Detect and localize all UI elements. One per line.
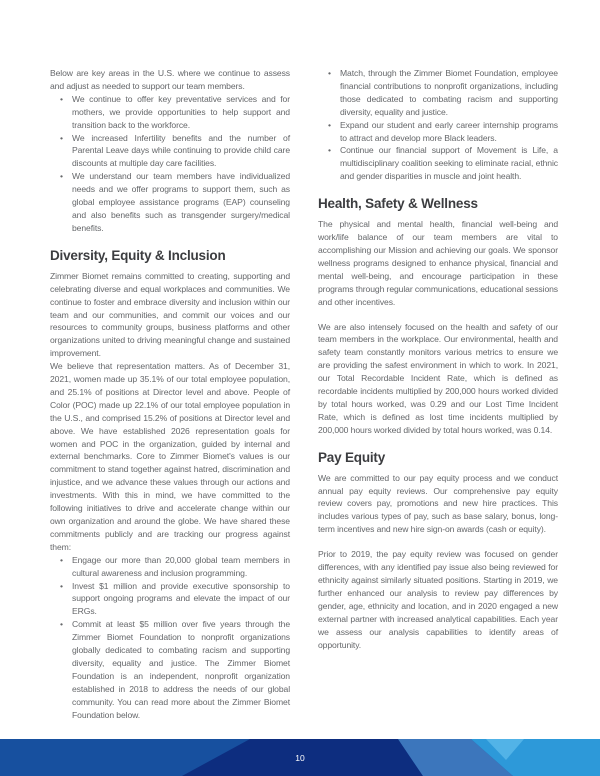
bullet-text: Invest $1 million and provide executive sponsorship to support ongoing programs and elevate the impact of our ERGs. (72, 580, 290, 617)
dei-bullet-list-continued (318, 67, 558, 183)
bullet-item (50, 580, 290, 619)
bullet-item (50, 93, 290, 132)
right-column (318, 67, 558, 722)
bullet-item (50, 170, 290, 235)
benefits-bullet-list (50, 93, 290, 235)
page-content (50, 67, 558, 722)
bullet-text: We understand our team members have individualized needs and we offer programs to support them, such as global employee assistance programs (EAP) counseling and also benefits such as transgender surgery/medical benefits. (72, 171, 290, 233)
pay-equity-heading: Pay Equity (318, 449, 386, 465)
dei-paragraph-1: Zimmer Biomet remains committed to creating, supporting and celebrating diverse and equal workplaces and communities. We continue to foster and embrace diversity and inclusion within our team and our communities, and commit our voices and our resources to community groups, business platforms and other organizations united to driving meaningful change and sustained improvement. (50, 270, 290, 359)
hsw-paragraph-1: The physical and mental health, financial well-being and work/life balance of our team members are vital to accomplishing our Mission and achieving our goals. We sponsor wellness programs designed to enhance physical, financial and mental well-being, and encourage participation in these programs through regular communications, educational sessions and other incentives. (318, 219, 558, 307)
bullet-item (50, 554, 290, 580)
hsw-paragraph-2: We are also intensely focused on the health and safety of our team members in the workplace. Our environmental, health and safety team constantly monitors various metrics to ensure we are providing the safest environment in which to work. In 2021, our Total Recordable Incident Rate, which is defined as recordable incidents multiplied by 200,000 hours worked divided by total hours worked, was 0.29 and our Lost Time Incident Rate, which is defined as lost time incidents multiplied by 200,000 hours worked divided by total hours worked, was 0.14. (318, 321, 558, 435)
pay-paragraph-2: Prior to 2019, the pay equity review was focused on gender differences, with any identified pay issue also being reviewed for ethnicity against similarly situated positions. Starting in 2019, we further enhanced our analysis to review pay differences by gender, age, ethnicity and location, and in 2020 engaged a new external partner with increased analytical capabilities. Each year we assess our analysis capabilities to identify areas of opportunity. (318, 549, 558, 650)
intro-paragraph: Below are key areas in the U.S. where we continue to assess and adjust as needed to support our team members. (50, 68, 290, 91)
left-column (50, 67, 290, 722)
bullet-item (50, 132, 290, 171)
bullet-item (318, 144, 558, 183)
bullet-text: We increased Infertility benefits and the number of Parental Leave days while continuing to provide child care discounts at multiple day care facilities. (72, 132, 290, 169)
dei-paragraph-2: We believe that representation matters. As of December 31, 2021, women made up 35.1% of our total employee population, and 25.1% of positions at Director level and above. People of Color (POC) made up 22.1% of our total employee population in the U.S., and comprised 15.2% of positions at Director level and above. We have established 2026 representation goals for women and POC in the organization, guided by internal and external benchmarks. Core to Zimmer Biomet's values is our commitment to stand together against hatred, discrimination and injustice, and we advance these values through our actions and investments. With this in mind, we have committed to the following initiatives to drive and accelerate change within our own organization and around the globe. We have shared these commitments publicly and are tracking our progress against them: (50, 361, 290, 552)
dei-heading: Diversity, Equity & Inclusion (50, 247, 226, 263)
hsw-heading: Health, Safety & Wellness (318, 196, 478, 212)
bullet-dot-icon: • (328, 68, 332, 78)
bullet-text: Continue our financial support of Movement is Life, a multidisciplinary coalition seeking to eliminate racial, ethnic and gender disparities in muscle and joint health. (340, 145, 558, 182)
bullet-dot-icon: • (60, 93, 64, 104)
bullet-dot-icon: • (328, 145, 332, 156)
bullet-item (50, 618, 290, 721)
bullet-item (318, 67, 558, 119)
pay-paragraph-1: We are committed to our pay equity process and we conduct annual pay equity reviews. Our comprehensive pay equity review covers pay, promotions and new hire practices. This includes various types of pay, such as base salary, bonus, long-term incentives and new hire sign-on awards (cash or equity). (318, 472, 558, 535)
bullet-dot-icon: • (60, 171, 64, 182)
bullet-dot-icon: • (60, 132, 64, 143)
bullet-dot-icon: • (60, 554, 64, 565)
bullet-text: Expand our student and early career internship programs to attract and develop more Black leaders. (340, 119, 558, 143)
bullet-dot-icon: • (60, 619, 64, 630)
bullet-dot-icon: • (60, 580, 64, 591)
bullet-item (318, 119, 558, 145)
dei-bullet-list (50, 554, 290, 722)
bullet-text: We continue to offer key preventative services and for mothers, we provide opportunities to help support and transition back to the workforce. (72, 93, 290, 130)
page-number: 10 (295, 753, 305, 763)
bullet-text: Match, through the Zimmer Biomet Foundation, employee financial contributions to nonprofit organizations, including those dedicated to combating racism and supporting diversity, equality and justice. (340, 68, 558, 117)
bullet-text: Commit at least $5 million over five years through the Zimmer Biomet Foundation to nonprofit organizations globally dedicated to combating racism and supporting diversity, equality and justice. The Zimmer Biomet Foundation is an independent, nonprofit organization established in 2018 to address the needs of our global community. You can read more about the Zimmer Biomet Foundation below. (72, 619, 290, 720)
bullet-dot-icon: • (328, 119, 332, 130)
bullet-text: Engage our more than 20,000 global team members in cultural awareness and inclusion programming. (72, 554, 290, 578)
footer-graphic (0, 739, 600, 776)
